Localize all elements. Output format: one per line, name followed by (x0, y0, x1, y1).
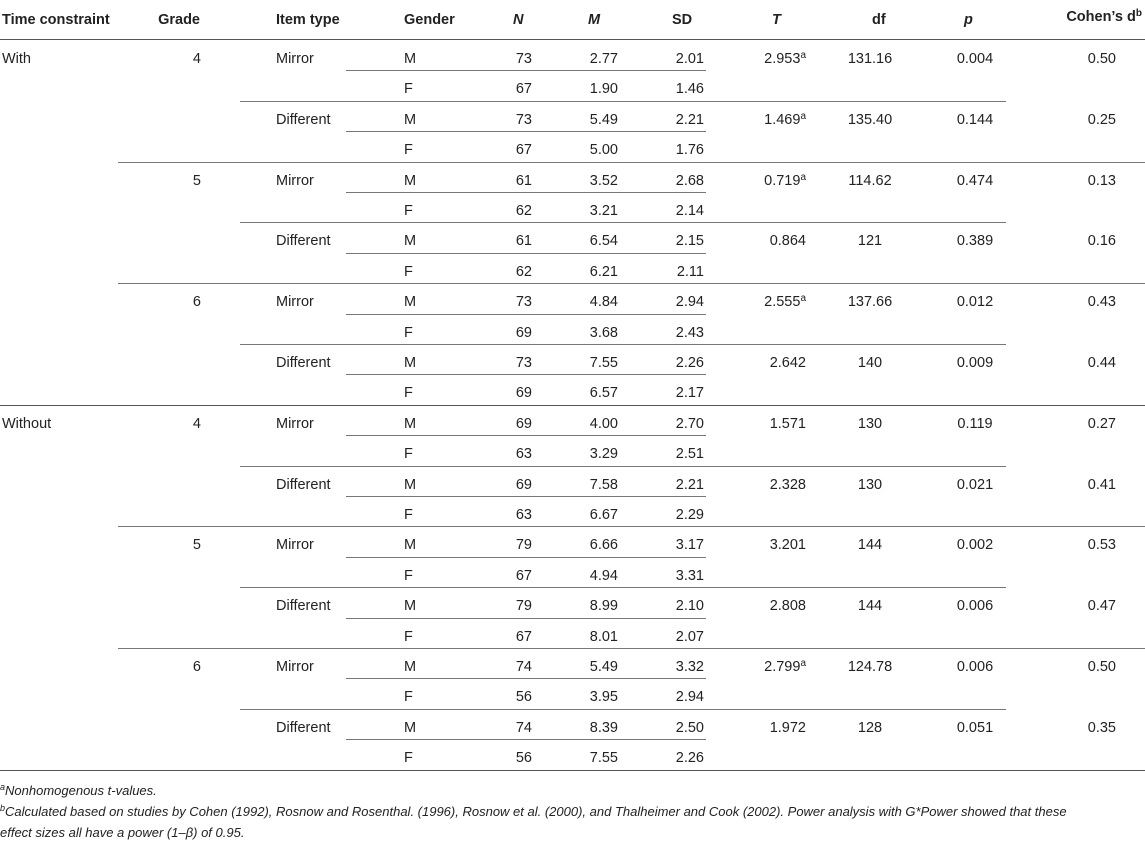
time-constraint-cell: With (2, 51, 31, 67)
n-cell: 73 (515, 355, 532, 371)
n-cell: 79 (515, 598, 532, 615)
sd-cell: 1.46 (675, 81, 704, 98)
footnote (0, 824, 1140, 842)
within-item-rule (346, 678, 706, 679)
sd-cell: 2.21 (675, 111, 704, 128)
time-constraint-cell: Without (2, 415, 52, 432)
t-cell (720, 719, 806, 737)
m-cell: 8.99 (589, 598, 618, 615)
df-cell: 144 (857, 537, 883, 554)
m-cell: 4.84 (589, 294, 618, 311)
cohens-d-cell: 0.16 (1087, 233, 1116, 250)
p-cell: 0.012 (956, 294, 994, 311)
t-sup: a (800, 50, 806, 61)
item-type-cell: Mirror (276, 659, 314, 675)
cohens-d-cell: 0.50 (1087, 659, 1116, 675)
p-cell: 0.051 (956, 719, 994, 736)
between-group-rule (0, 405, 1145, 406)
df-cell: 128 (857, 719, 883, 736)
t-value: 2.642 (769, 355, 806, 371)
gender-cell: F (404, 142, 413, 159)
t-cell (720, 476, 806, 494)
m-cell: 6.54 (589, 233, 618, 250)
t-cell (720, 172, 806, 190)
gender-cell: M (404, 598, 417, 615)
between-grade-rule (118, 283, 1145, 284)
m-cell: 6.67 (589, 507, 618, 523)
n-cell: 61 (515, 233, 532, 250)
gender-cell: M (404, 51, 417, 67)
n-cell: 69 (515, 415, 532, 432)
df-cell: 140 (857, 355, 883, 371)
n-cell: 69 (515, 385, 532, 402)
footnote-text: Nonhomogenous t-values. (5, 782, 157, 798)
gender-cell: F (404, 507, 413, 523)
sd-cell: 2.68 (675, 172, 704, 189)
header-time-constraint: Time constraint (2, 12, 110, 28)
header-cohens-d-label: Cohen’s d (1066, 9, 1136, 25)
m-cell: 3.95 (589, 689, 618, 706)
within-item-rule (346, 192, 706, 193)
n-cell: 67 (515, 81, 532, 98)
m-cell: 1.90 (589, 81, 618, 98)
t-value: 1.571 (769, 415, 806, 432)
between-item-rule (240, 101, 1006, 102)
sd-cell: 2.94 (675, 689, 704, 706)
t-cell (720, 536, 806, 554)
t-cell (720, 50, 806, 68)
m-cell: 7.55 (589, 355, 618, 371)
gender-cell: M (404, 355, 417, 371)
header-item-type: Item type (276, 12, 340, 28)
df-cell: 130 (857, 476, 883, 493)
sd-cell: 3.32 (675, 659, 704, 675)
sd-cell: 2.70 (675, 415, 704, 432)
t-sup: a (800, 171, 806, 183)
sd-cell: 2.94 (675, 294, 704, 311)
gender-cell: F (404, 567, 413, 584)
item-type-cell: Different (276, 476, 331, 493)
df-cell: 131.16 (847, 51, 893, 67)
footnote-sup: a (0, 781, 6, 792)
header-cohens-d-sup: b (1135, 8, 1142, 19)
m-cell: 7.58 (589, 476, 618, 493)
n-cell: 67 (515, 142, 532, 159)
t-sup: a (800, 110, 806, 122)
cohens-d-cell: 0.53 (1087, 537, 1116, 554)
gender-cell: M (404, 537, 417, 554)
sd-cell: 2.21 (675, 476, 704, 493)
sd-cell: 3.17 (675, 537, 704, 554)
m-cell: 4.94 (589, 567, 618, 584)
header-rule (0, 39, 1145, 40)
between-item-rule (240, 222, 1006, 223)
header-p: p (964, 12, 973, 28)
header-sd: SD (672, 12, 693, 28)
t-value: 0.719 (764, 172, 801, 189)
item-type-cell: Mirror (276, 415, 314, 432)
df-cell: 137.66 (847, 294, 893, 311)
m-cell: 3.29 (589, 446, 618, 463)
between-item-rule (240, 587, 1006, 588)
cohens-d-cell: 0.47 (1087, 598, 1116, 615)
gender-cell: F (404, 689, 413, 706)
item-type-cell: Different (276, 111, 331, 128)
df-cell: 124.78 (847, 659, 893, 675)
t-value: 2.808 (769, 598, 806, 615)
item-type-cell: Different (276, 719, 331, 736)
m-cell: 3.52 (589, 172, 618, 189)
cohens-d-cell: 0.27 (1087, 415, 1116, 432)
footnote-text: effect sizes all have a power (1–β) of 0.95. (0, 824, 245, 840)
t-cell (720, 232, 806, 250)
sd-cell: 2.17 (675, 385, 704, 402)
table-bottom-rule (0, 770, 1145, 771)
t-sup: a (800, 658, 806, 669)
between-grade-rule (118, 162, 1145, 163)
t-cell (720, 293, 806, 311)
n-cell: 67 (515, 567, 532, 584)
grade-cell: 4 (192, 51, 201, 67)
gender-cell: F (404, 203, 413, 219)
cohens-d-cell: 0.25 (1087, 111, 1116, 128)
item-type-cell: Different (276, 233, 331, 250)
gender-cell: M (404, 415, 417, 432)
sd-cell: 2.07 (675, 628, 704, 645)
n-cell: 63 (515, 446, 532, 463)
within-item-rule (346, 70, 706, 71)
p-cell: 0.004 (956, 51, 994, 67)
gender-cell: F (404, 446, 413, 463)
header-cohens-d (1040, 8, 1142, 26)
sd-cell: 2.51 (675, 446, 704, 463)
p-cell: 0.389 (956, 233, 994, 250)
cohens-d-cell: 0.41 (1087, 476, 1116, 493)
t-sup: a (800, 293, 806, 305)
grade-cell: 6 (192, 294, 201, 311)
gender-cell: M (404, 172, 417, 189)
m-cell: 5.00 (589, 142, 618, 159)
within-item-rule (346, 557, 706, 558)
header-grade: Grade (158, 12, 200, 28)
header-n: N (513, 12, 524, 28)
n-cell: 67 (515, 628, 532, 645)
n-cell: 74 (515, 719, 532, 736)
t-value: 3.201 (769, 537, 806, 554)
sd-cell: 2.15 (675, 233, 704, 250)
gender-cell: M (404, 476, 417, 493)
gender-cell: M (404, 233, 417, 250)
within-item-rule (346, 131, 706, 132)
m-cell: 5.49 (589, 659, 618, 675)
sd-cell: 2.11 (676, 263, 704, 280)
n-cell: 61 (515, 172, 532, 189)
t-value: 2.555 (764, 294, 801, 311)
within-item-rule (346, 314, 706, 315)
df-cell: 121 (857, 233, 883, 250)
within-item-rule (346, 435, 706, 436)
t-value: 0.864 (769, 233, 806, 250)
n-cell: 74 (515, 659, 532, 675)
p-cell: 0.006 (956, 598, 994, 615)
m-cell: 2.77 (589, 51, 618, 67)
n-cell: 79 (515, 537, 532, 554)
within-item-rule (346, 618, 706, 619)
between-item-rule (240, 344, 1006, 345)
sd-cell: 2.26 (675, 750, 704, 767)
gender-cell: F (404, 750, 413, 767)
between-grade-rule (118, 526, 1145, 527)
gender-cell: M (404, 294, 417, 311)
p-cell: 0.009 (956, 355, 994, 371)
footnote (0, 803, 1140, 821)
t-cell (720, 354, 806, 372)
grade-cell: 5 (192, 172, 201, 189)
p-cell: 0.144 (956, 111, 994, 128)
grade-cell: 4 (192, 415, 201, 432)
t-cell (720, 111, 806, 129)
n-cell: 63 (515, 507, 532, 523)
n-cell: 73 (515, 111, 532, 128)
sd-cell: 2.14 (675, 203, 704, 219)
m-cell: 8.39 (589, 719, 618, 736)
sd-cell: 2.26 (675, 355, 704, 371)
cohens-d-cell: 0.43 (1087, 294, 1116, 311)
footnote (0, 782, 1140, 800)
sd-cell: 2.43 (675, 324, 704, 341)
gender-cell: F (404, 263, 413, 280)
p-cell: 0.002 (956, 537, 994, 554)
sd-cell: 2.01 (675, 51, 704, 67)
between-item-rule (240, 709, 1006, 710)
t-value: 2.799 (764, 659, 801, 675)
p-cell: 0.119 (957, 415, 993, 432)
within-item-rule (346, 253, 706, 254)
footnote-text: Calculated based on studies by Cohen (1992), Rosnow and Rosenthal. (1996), Rosnow et al. (2000), and Thalheimer and Cook (2002). Power analysis with G*Power showed that these (5, 803, 1067, 819)
df-cell: 144 (857, 598, 883, 615)
header-gender: Gender (404, 12, 455, 28)
gender-cell: F (404, 324, 413, 341)
t-cell (720, 415, 806, 433)
cohens-d-cell: 0.13 (1087, 172, 1116, 189)
m-cell: 6.21 (589, 263, 618, 280)
sd-cell: 1.76 (675, 142, 704, 159)
n-cell: 56 (515, 750, 532, 767)
df-cell: 114.62 (848, 172, 892, 189)
grade-cell: 5 (192, 537, 201, 554)
item-type-cell: Mirror (276, 294, 314, 311)
n-cell: 69 (515, 324, 532, 341)
n-cell: 73 (515, 294, 532, 311)
within-item-rule (346, 739, 706, 740)
p-cell: 0.474 (956, 172, 994, 189)
gender-cell: F (404, 385, 413, 402)
between-item-rule (240, 466, 1006, 467)
item-type-cell: Mirror (276, 172, 314, 189)
gender-cell: M (404, 719, 417, 736)
gender-cell: F (404, 81, 413, 98)
sd-cell: 2.50 (675, 719, 704, 736)
n-cell: 62 (515, 203, 532, 219)
sd-cell: 2.29 (675, 507, 704, 523)
t-value: 1.469 (764, 111, 801, 128)
n-cell: 62 (515, 263, 532, 280)
t-cell (720, 658, 806, 676)
t-cell (720, 597, 806, 615)
df-cell: 130 (857, 415, 883, 432)
m-cell: 7.55 (589, 750, 618, 767)
gender-cell: M (404, 111, 417, 128)
m-cell: 8.01 (589, 628, 618, 645)
item-type-cell: Mirror (276, 51, 314, 67)
m-cell: 4.00 (589, 415, 618, 432)
item-type-cell: Different (276, 355, 331, 371)
sd-cell: 3.31 (675, 567, 704, 584)
m-cell: 6.57 (589, 385, 618, 402)
gender-cell: F (404, 628, 413, 645)
header-m: M (588, 12, 601, 28)
header-df: df (872, 12, 886, 28)
n-cell: 56 (515, 689, 532, 706)
within-item-rule (346, 496, 706, 497)
item-type-cell: Mirror (276, 537, 314, 554)
p-cell: 0.006 (956, 659, 994, 675)
grade-cell: 6 (192, 659, 201, 675)
cohens-d-cell: 0.50 (1087, 51, 1116, 67)
item-type-cell: Different (276, 598, 331, 615)
within-item-rule (346, 374, 706, 375)
t-value: 2.953 (764, 51, 801, 67)
m-cell: 6.66 (589, 537, 618, 554)
n-cell: 73 (515, 51, 532, 67)
header-t: T (772, 12, 781, 28)
t-value: 1.972 (769, 719, 806, 736)
df-cell: 135.40 (847, 111, 893, 128)
cohens-d-cell: 0.35 (1087, 719, 1116, 736)
p-cell: 0.021 (956, 476, 994, 493)
m-cell: 3.21 (589, 203, 618, 219)
sd-cell: 2.10 (675, 598, 704, 615)
footnote-sup: b (0, 802, 6, 813)
m-cell: 5.49 (589, 111, 618, 128)
t-value: 2.328 (769, 476, 806, 493)
m-cell: 3.68 (589, 324, 618, 341)
cohens-d-cell: 0.44 (1087, 355, 1116, 371)
gender-cell: M (404, 659, 417, 675)
n-cell: 69 (515, 476, 532, 493)
between-grade-rule (118, 648, 1145, 649)
